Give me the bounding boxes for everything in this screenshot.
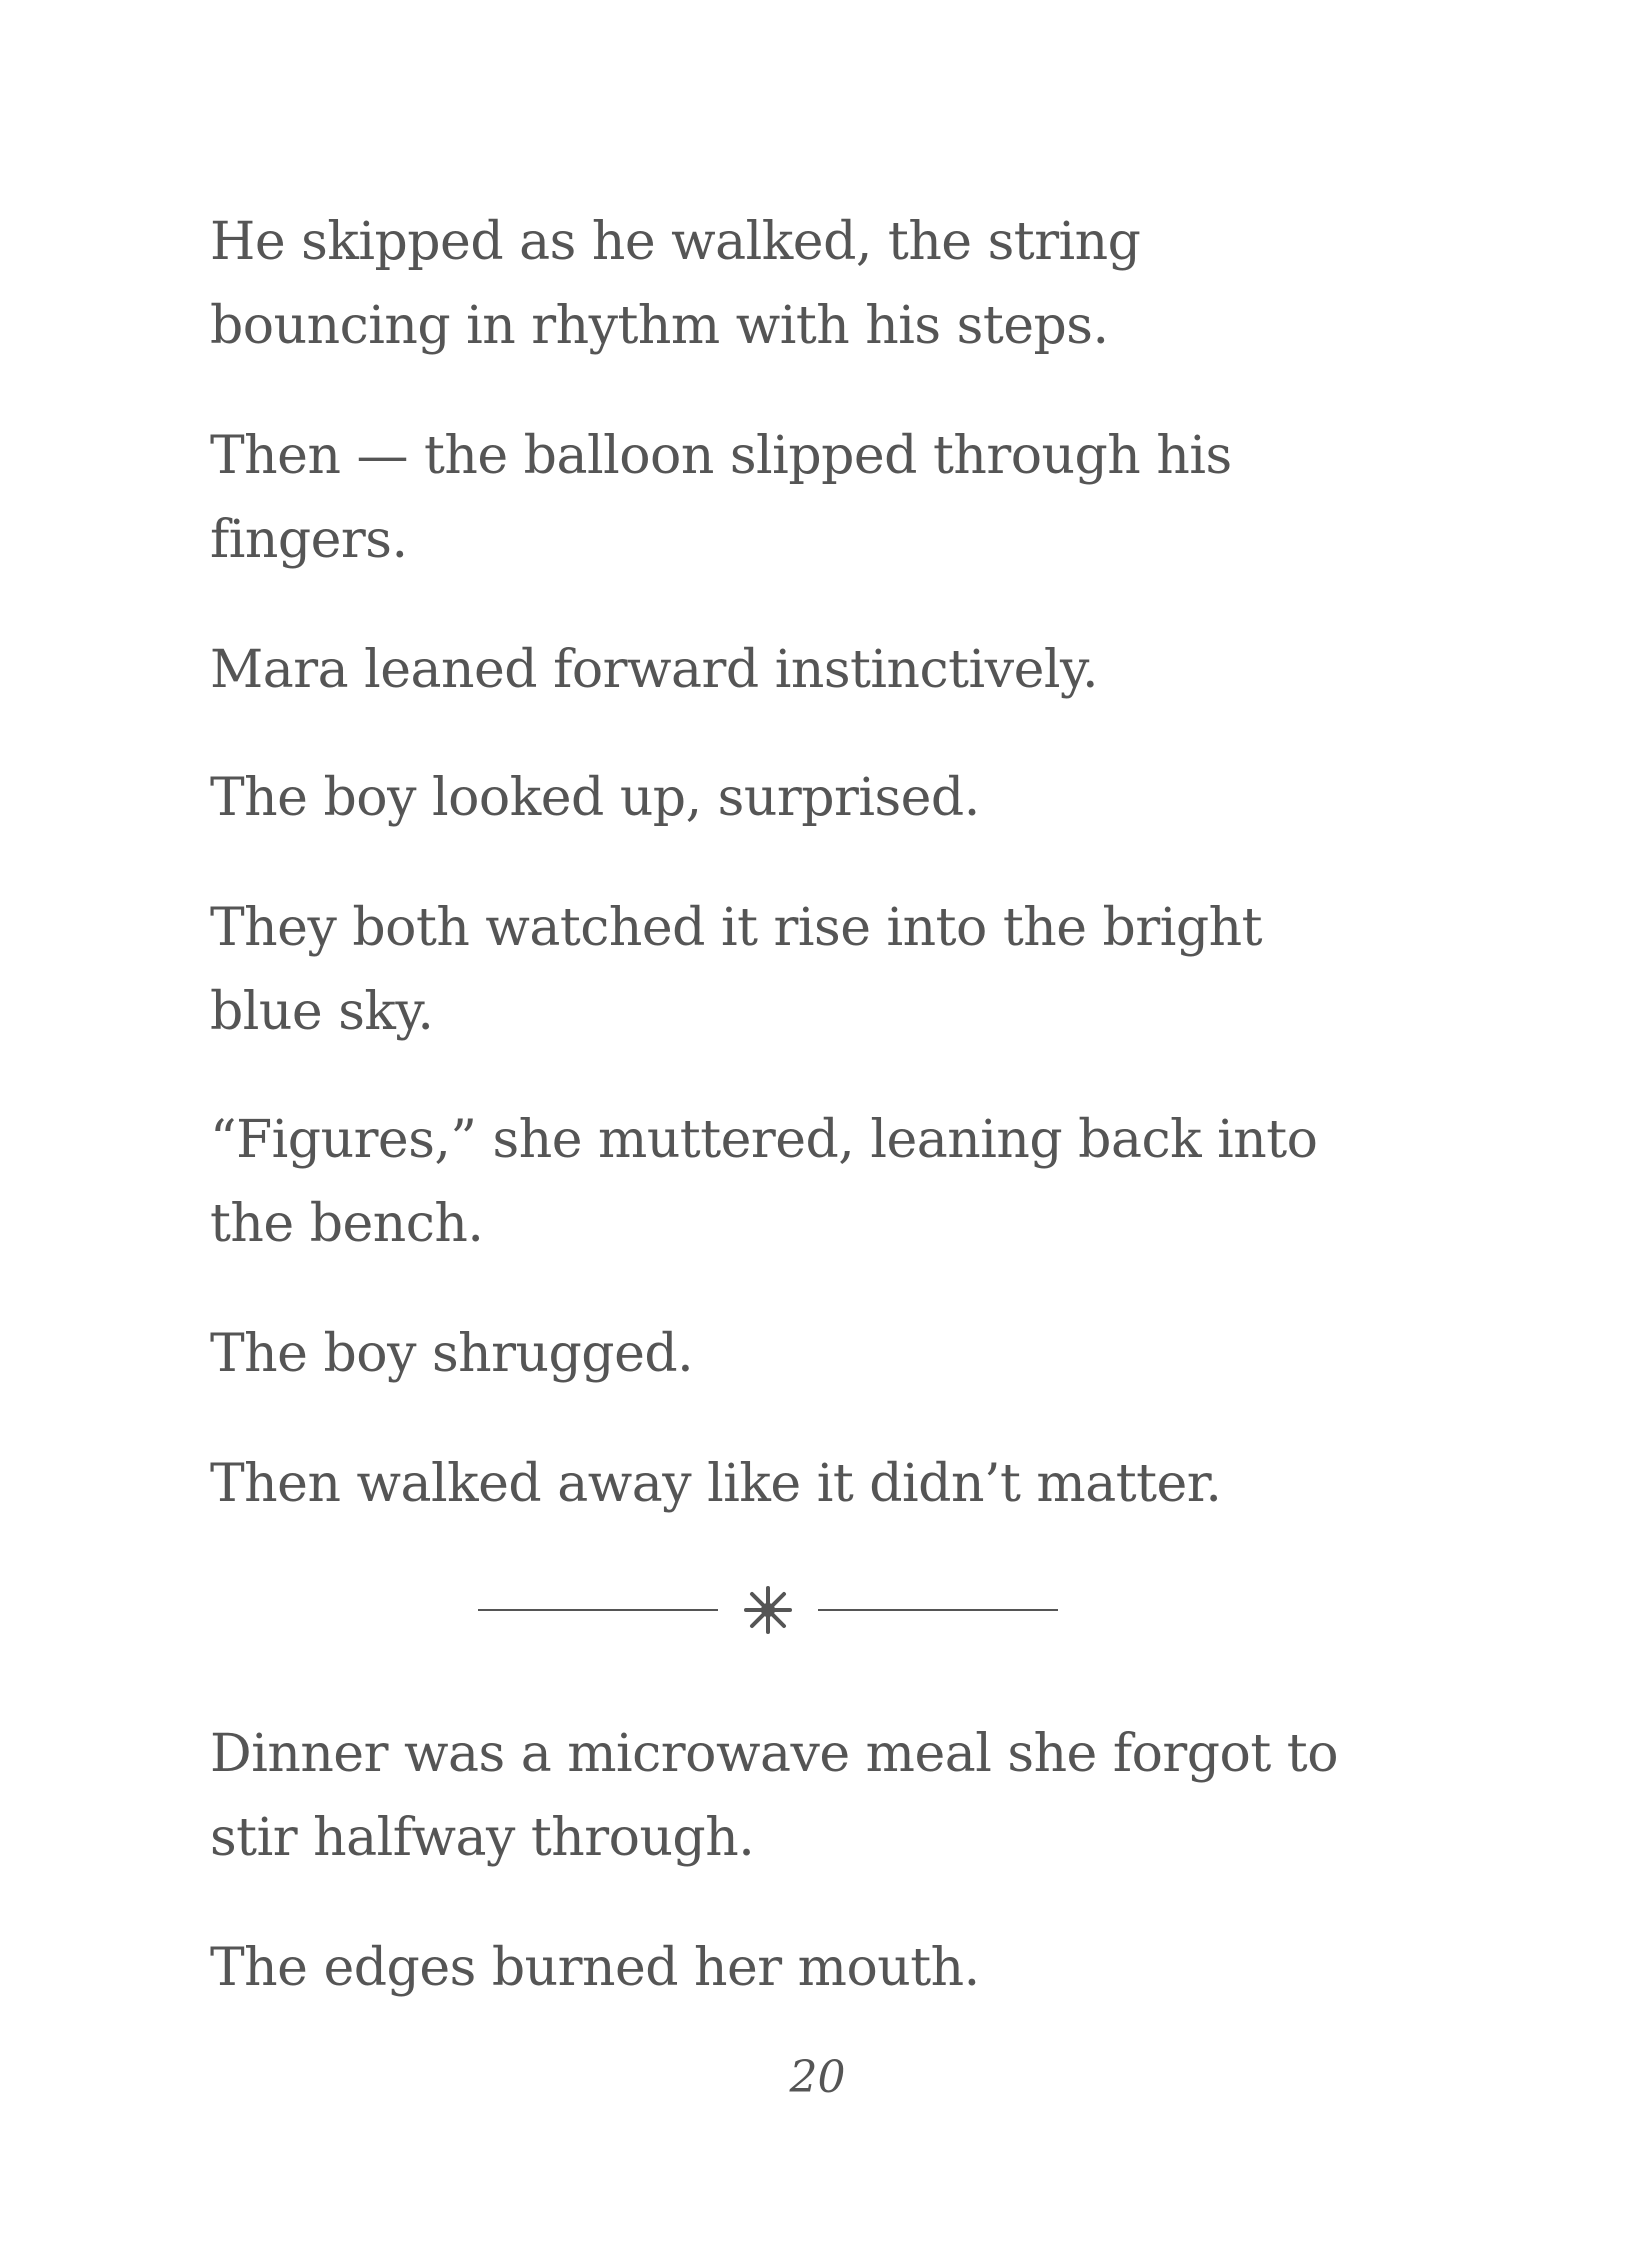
paragraph-9: Dinner was a microwave meal she forgot to stir halfway through. (210, 1724, 1338, 1868)
page-number: 20 (789, 2052, 846, 2103)
paragraph-10: The edges burned her mouth. (210, 1938, 980, 1998)
paragraph-5: They both watched it rise into the bright blue sky. (210, 898, 1262, 1042)
paragraph-1: He skipped as he walked, the string bouncing in rhythm with his steps. (210, 212, 1141, 356)
paragraph-2: Then — the balloon slipped through his fingers. (210, 426, 1232, 570)
paragraph-8: Then walked away like it didn’t matter. (210, 1454, 1222, 1514)
section-divider (0, 1580, 1635, 1640)
paragraph-7: The boy shrugged. (210, 1324, 694, 1384)
starburst-icon (738, 1580, 798, 1640)
divider-rule-left (478, 1609, 718, 1611)
paragraph-4: The boy looked up, surprised. (210, 768, 980, 828)
divider-rule-right (818, 1609, 1058, 1611)
paragraph-3: Mara leaned forward instinctively. (210, 640, 1098, 700)
paragraph-6: “Figures,” she muttered, leaning back into the bench. (210, 1110, 1318, 1254)
